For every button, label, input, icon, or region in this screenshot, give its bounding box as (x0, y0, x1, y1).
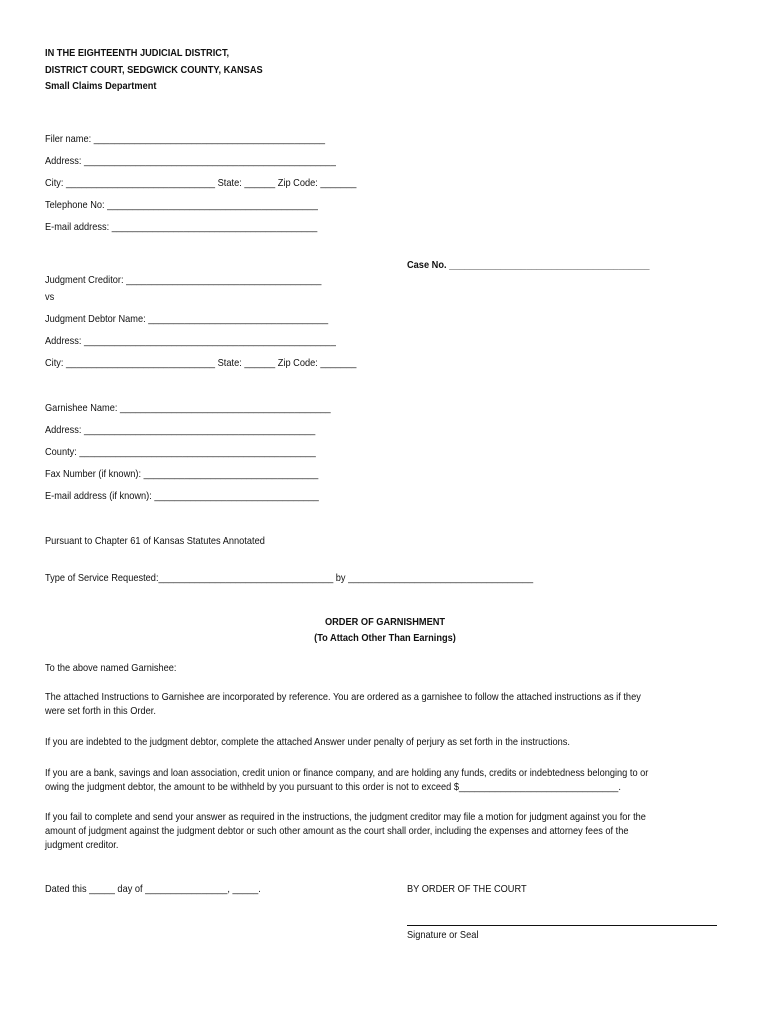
paragraph-line: were set forth in this Order. (45, 705, 156, 718)
filer-city-state-zip-field[interactable]: City: _____________________________ State: ______ Zip Code: _______ (45, 177, 357, 189)
paragraph-line: If you are indebted to the judgment debtor, complete the attached Answer under penalty of perjury as set forth in the instructions. (45, 736, 570, 748)
filer-address-field[interactable]: Address: _________________________________________________ (45, 155, 336, 167)
paragraph-line: owing the judgment debtor, the amount to be withheld by you pursuant to this order is not to exceed $_______________________________. (45, 781, 621, 794)
dated-field[interactable]: Dated this _____ day of ________________, _____. (45, 883, 261, 895)
paragraph-line: judgment creditor. (45, 839, 119, 852)
versus-label: vs (45, 291, 55, 303)
order-title: ORDER OF GARNISHMENT (324, 616, 446, 628)
garnishee-county-field[interactable]: County: ______________________________________________ (45, 446, 316, 458)
signature-label: Signature or Seal (407, 929, 479, 941)
failure-paragraph (45, 810, 728, 853)
service-type-field[interactable]: Type of Service Requested:__________________________________ by ____________________________________ (45, 572, 534, 584)
garnishee-fax-field[interactable]: Fax Number (if known): __________________________________ (45, 468, 319, 480)
judgment-debtor-name-field[interactable]: Judgment Debtor Name: ___________________________________ (45, 313, 329, 325)
debtor-city-state-zip-field[interactable]: City: _____________________________ State: ______ Zip Code: _______ (45, 357, 357, 369)
paragraph-line: If you are a bank, savings and loan association, credit union or finance company, and are holding any funds, credits or indebtedness belonging to or (45, 767, 649, 779)
paragraph-line: The attached Instructions to Garnishee are incorporated by reference. You are ordered as a garnishee to follow the attached instructions as if they (45, 691, 641, 703)
debtor-address-field[interactable]: Address: _________________________________________________ (45, 335, 336, 347)
filer-email-field[interactable]: E-mail address: ________________________________________ (45, 221, 318, 233)
court-department: Small Claims Department (45, 80, 157, 92)
garnishee-name-field[interactable]: Garnishee Name: _________________________________________ (45, 402, 331, 414)
statute-reference: Pursuant to Chapter 61 of Kansas Statutes Annotated (45, 535, 265, 547)
signature-line[interactable] (407, 925, 717, 926)
court-county-line: DISTRICT COURT, SEDGWICK COUNTY, KANSAS (45, 64, 263, 76)
instructions-paragraph (45, 690, 722, 718)
by-order-label: BY ORDER OF THE COURT (407, 883, 527, 895)
bank-withholding-paragraph (45, 766, 731, 794)
paragraph-line: If you fail to complete and send your answer as required in the instructions, the judgment creditor may file a motion for judgment against you for the (45, 811, 646, 823)
filer-name-field[interactable]: Filer name: _____________________________________________ (45, 133, 326, 145)
judgment-creditor-field[interactable]: Judgment Creditor: ______________________________________ (45, 274, 322, 286)
court-district-line: IN THE EIGHTEENTH JUDICIAL DISTRICT, (45, 47, 230, 59)
case-number-field[interactable]: Case No. _______________________________________ (407, 259, 650, 271)
paragraph-line: amount of judgment against the judgment debtor or such other amount as the court shall order, including the expenses and attorney fees of the (45, 825, 629, 838)
indebted-paragraph (45, 735, 642, 749)
filer-telephone-field[interactable]: Telephone No: _________________________________________ (45, 199, 318, 211)
order-subtitle: (To Attach Other Than Earnings) (314, 632, 456, 644)
garnishee-address-field[interactable]: Address: _____________________________________________ (45, 424, 316, 436)
garnishee-email-field[interactable]: E-mail address (if known): ________________________________ (45, 490, 319, 502)
salutation: To the above named Garnishee: (45, 662, 177, 674)
